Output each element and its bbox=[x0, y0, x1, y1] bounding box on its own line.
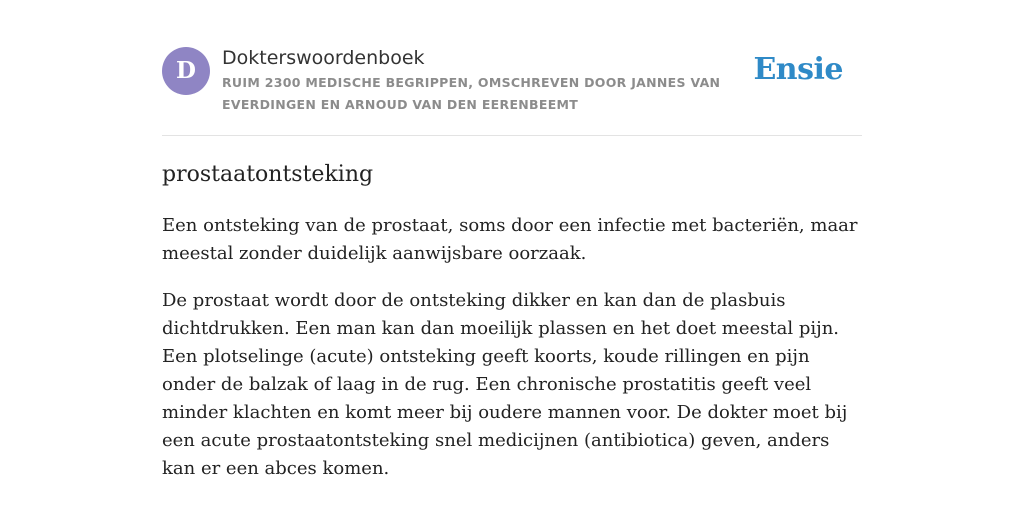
entry-content bbox=[162, 158, 862, 483]
dictionary-avatar[interactable]: D bbox=[162, 47, 210, 95]
dictionary-subtitle: RUIM 2300 MEDISCHE BEGRIPPEN, OMSCHREVEN DOOR JANNES VAN EVERDINGEN EN ARNOUD VAN DEN EERENBEEMT bbox=[222, 75, 721, 112]
ensie-logo[interactable]: Ensie bbox=[753, 52, 843, 87]
entry-paragraph-1: Een ontsteking van de prostaat, soms door een infectie met bacteriën, maar meestal zonder duidelijk aanwijsbare oorzaak. bbox=[162, 215, 858, 264]
dictionary-header bbox=[162, 46, 862, 136]
header-divider bbox=[162, 135, 862, 136]
entry-paragraph-2: De prostaat wordt door de ontsteking dikker en kan dan de plasbuis dichtdrukken. Een man kan dan moeilijk plassen en het doet meestal pijn. Een plotselinge (acute) ontsteking geeft koorts, koude rillingen en pijn onder de balzak of laag in de rug. Een chronische prostatitis geeft veel minder klachten en komt meer bij oudere mannen voor. De dokter moet bij een acute prostaatontsteking snel medicijnen (antibiotica) geven, anders kan er een abces komen. bbox=[162, 290, 848, 479]
dictionary-title[interactable]: Dokterswoordenboek bbox=[222, 47, 425, 69]
entry-term: prostaatontsteking bbox=[162, 162, 374, 187]
